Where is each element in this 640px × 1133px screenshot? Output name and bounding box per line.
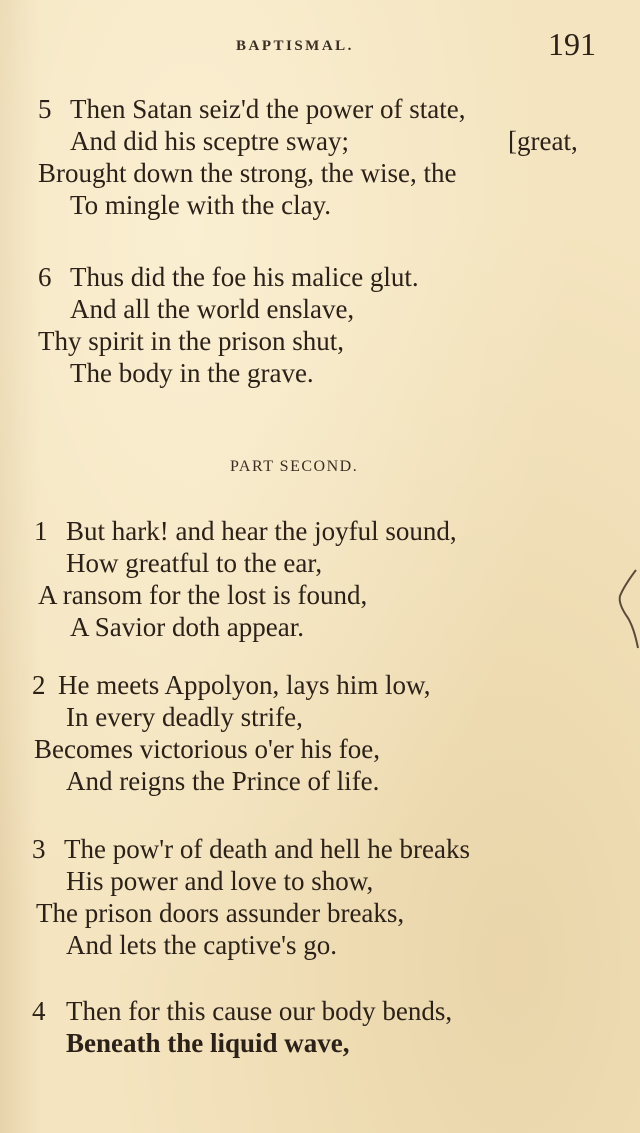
stanza-6-line-2: And all the world enslave, [70,294,355,324]
stanza-6-line-1: Thus did the foe his malice glut. [70,262,419,292]
part-title: PART SECOND. [230,458,359,475]
part2-stanza-1-line-2: How greatful to the ear, [66,548,323,578]
stanza-6-line-3: Thy spirit in the prison shut, [38,326,344,356]
part2-stanza-1-line-3: A ransom for the lost is found, [38,580,368,610]
part2-stanza-4-line-2: Beneath the liquid wave, [66,1028,350,1058]
stanza-5-line-3: Brought down the strong, the wise, the [38,158,457,188]
stanza-5-line-4: To mingle with the clay. [70,190,332,220]
part2-stanza-3-line-1: The pow'r of death and hell he breaks [64,834,470,864]
part2-stanza-3-line-2: His power and love to show, [66,866,374,896]
stanza-5-line-2: And did his sceptre sway; [70,126,349,156]
part2-stanza-1-line-4: A Savior doth appear. [70,612,304,642]
part2-stanza-3-number: 3 [32,834,46,864]
stanza-6-line-4: The body in the grave. [70,358,314,388]
stanza-5-line-1: Then Satan seiz'd the power of state, [70,94,466,124]
margin-bracket-mark [610,566,640,656]
part2-stanza-2-line-3: Becomes victorious o'er his foe, [34,734,381,764]
part2-stanza-2-line-1: He meets Appolyon, lays him low, [58,670,431,700]
stanza-5-number: 5 [38,94,52,124]
part2-stanza-2-number: 2 [32,670,46,700]
page-number: 191 [548,26,596,62]
part2-stanza-2-line-2: In every deadly strife, [66,702,303,732]
part2-stanza-4-number: 4 [32,996,46,1026]
stanza-6-number: 6 [38,262,52,292]
part2-stanza-4-line-1: Then for this cause our body bends, [66,996,453,1026]
running-head: BAPTISMAL. [236,38,354,54]
part2-stanza-3-line-4: And lets the captive's go. [66,930,338,960]
stanza-5-line-2-turnover: [great, [508,126,578,156]
part2-stanza-1-number: 1 [34,516,48,546]
part2-stanza-3-line-3: The prison doors assunder breaks, [36,898,405,928]
part2-stanza-1-line-1: But hark! and hear the joyful sound, [66,516,457,546]
part2-stanza-2-line-4: And reigns the Prince of life. [66,766,380,796]
